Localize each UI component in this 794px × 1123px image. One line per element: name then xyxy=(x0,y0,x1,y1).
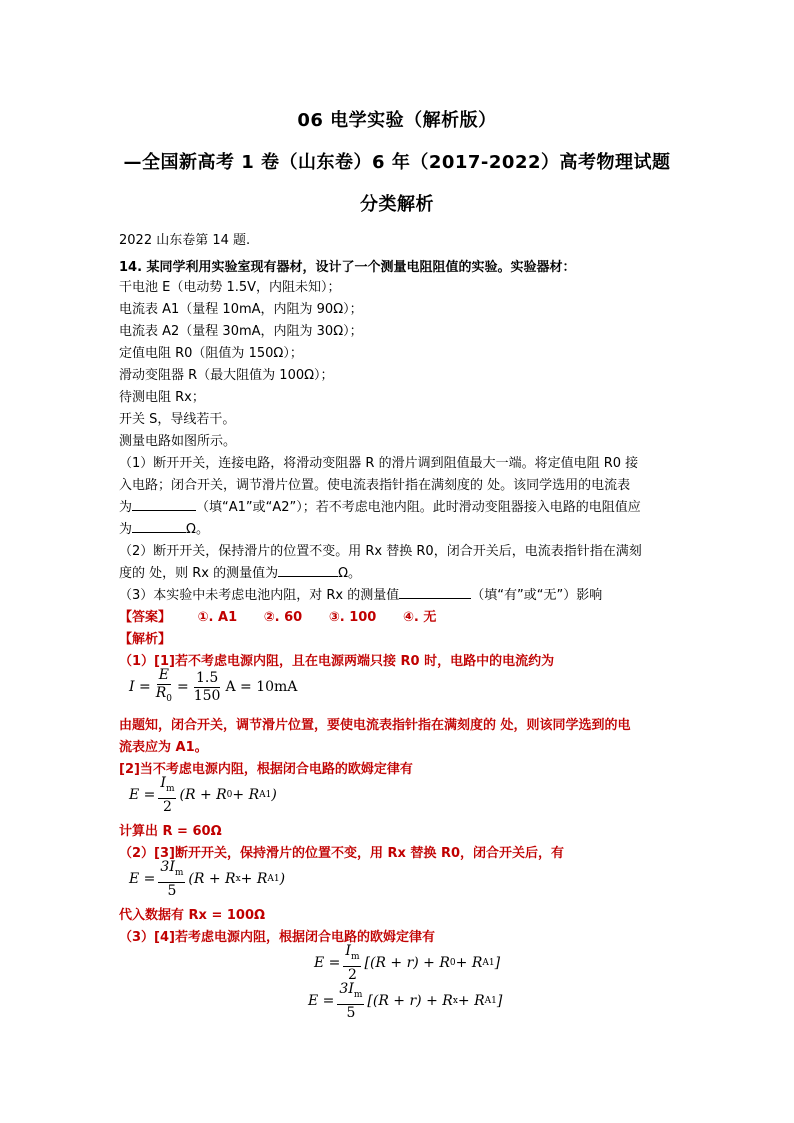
part2-text: （2）断开开关，保持滑片的位置不变。用 Rx 替换 R0，闭合开关后，电流表指针指在满刻 xyxy=(119,544,642,559)
part1-text: 入电路；闭合开关，调节滑片位置。使电流表指针指在满刻度的 处。该同学选用的电流表 xyxy=(119,478,631,493)
formula-ohm-4: E = $\frac{3I_m}{5}$ [(R + r) + R x + R A1 ] xyxy=(308,981,503,1021)
formula-ohm-3: E = $\frac{I_m}{2}$ [(R + r) + R 0 + R A1 ] xyxy=(314,943,501,983)
formula-ohm-1: E = $\frac{I_m}{2}$ (R + R 0 + R A1 ) xyxy=(129,775,277,815)
equipment-item: 开关 S，导线若干。 xyxy=(119,412,236,427)
fraction: $\frac{3I_m}{5}$ xyxy=(339,981,363,1021)
analysis-text: （3）[4]若考虑电源内阻，根据闭合电路的欧姆定律有 xyxy=(119,930,435,945)
question-intro: 14. 某同学利用实验室现有器材，设计了一个测量电阻阻值的实验。实验器材： xyxy=(119,260,576,275)
answer-blank xyxy=(132,498,196,511)
answer-line xyxy=(119,606,458,625)
analysis-text: [2]当不考虑电源内阻，根据闭合电路的欧姆定律有 xyxy=(119,762,413,777)
fraction: $\frac{I_m}{2}$ xyxy=(345,943,360,983)
answer-item: ②. 60 xyxy=(263,610,303,625)
equipment-item: 测量电路如图所示。 xyxy=(119,434,237,449)
part3-text: （3）本实验中未考虑电池内阻，对 Rx 的测量值 （填“有”或“无”）影响 xyxy=(119,588,603,603)
answer-blank xyxy=(399,586,471,599)
part1-text: 为 （填“A1”或“A2”）；若不考虑电池内阻。此时滑动变阻器接入电路的电阻值应 xyxy=(119,500,641,515)
equipment-item: 电流表 A1（量程 10mA，内阻为 90Ω）； xyxy=(119,302,363,317)
equipment-item: 滑动变阻器 R（最大阻值为 100Ω）； xyxy=(119,368,334,383)
analysis-text: （2）[3]断开开关，保持滑片的位置不变，用 Rx 替换 R0，闭合开关后，有 xyxy=(119,846,565,861)
part1-text: 为 Ω。 xyxy=(119,522,209,537)
answer-item: ③. 100 xyxy=(328,610,377,625)
fraction: $\frac{1.5}{150}$ xyxy=(193,669,221,704)
formula-current: I = $\frac{E}{R_0}$ = $\frac{1.5}{150}$ A = 10mA xyxy=(129,668,297,707)
fraction: $\frac{I_m}{2}$ xyxy=(160,775,175,815)
fraction: $\frac{3I_m}{5}$ xyxy=(160,859,184,899)
fraction: $\frac{E}{R_0}$ xyxy=(155,667,172,704)
analysis-text: 由题知，闭合开关，调节滑片位置，要使电流表指针指在满刻度的 处，则该同学选到的电 xyxy=(119,718,631,733)
analysis-text: （1）[1]若不考虑电源内阻，且在电源两端只接 R0 时，电路中的电流约为 xyxy=(119,654,555,669)
doc-subtitle-2: 分类解析 xyxy=(360,194,434,215)
part2-text: 度的 处，则 Rx 的测量值为 Ω。 xyxy=(119,566,362,581)
analysis-text: 计算出 R = 60Ω xyxy=(119,824,222,839)
analysis-text: 流表应为 A1。 xyxy=(119,740,208,755)
analysis-label: 【解析】 xyxy=(119,632,172,647)
formula-ohm-2: E = $\frac{3I_m}{5}$ (R + R x + R A1 ) xyxy=(129,859,286,899)
doc-title: 06 电学实验（解析版） xyxy=(297,110,497,131)
answer-blank xyxy=(132,520,186,533)
equipment-item: 干电池 E（电动势 1.5V，内阻未知）； xyxy=(119,280,341,295)
doc-subtitle: —全国新高考 1 卷（山东卷）6 年（2017-2022）高考物理试题 xyxy=(123,152,671,173)
source-line: 2022 山东卷第 14 题. xyxy=(119,233,251,248)
answer-blank xyxy=(278,564,338,577)
equipment-item: 待测电阻 Rx； xyxy=(119,390,205,405)
analysis-text: 代入数据有 Rx = 100Ω xyxy=(119,908,266,923)
answer-item: ④. 无 xyxy=(402,610,437,625)
answer-label: 【答案】 xyxy=(119,610,172,625)
answer-item: ①. A1 xyxy=(197,610,238,625)
equipment-item: 定值电阻 R0（阻值为 150Ω）； xyxy=(119,346,303,361)
part1-text: （1）断开开关，连接电路，将滑动变阻器 R 的滑片调到阻值最大一端。将定值电阻 R0 接 xyxy=(119,456,639,471)
equipment-item: 电流表 A2（量程 30mA，内阻为 30Ω）； xyxy=(119,324,363,339)
